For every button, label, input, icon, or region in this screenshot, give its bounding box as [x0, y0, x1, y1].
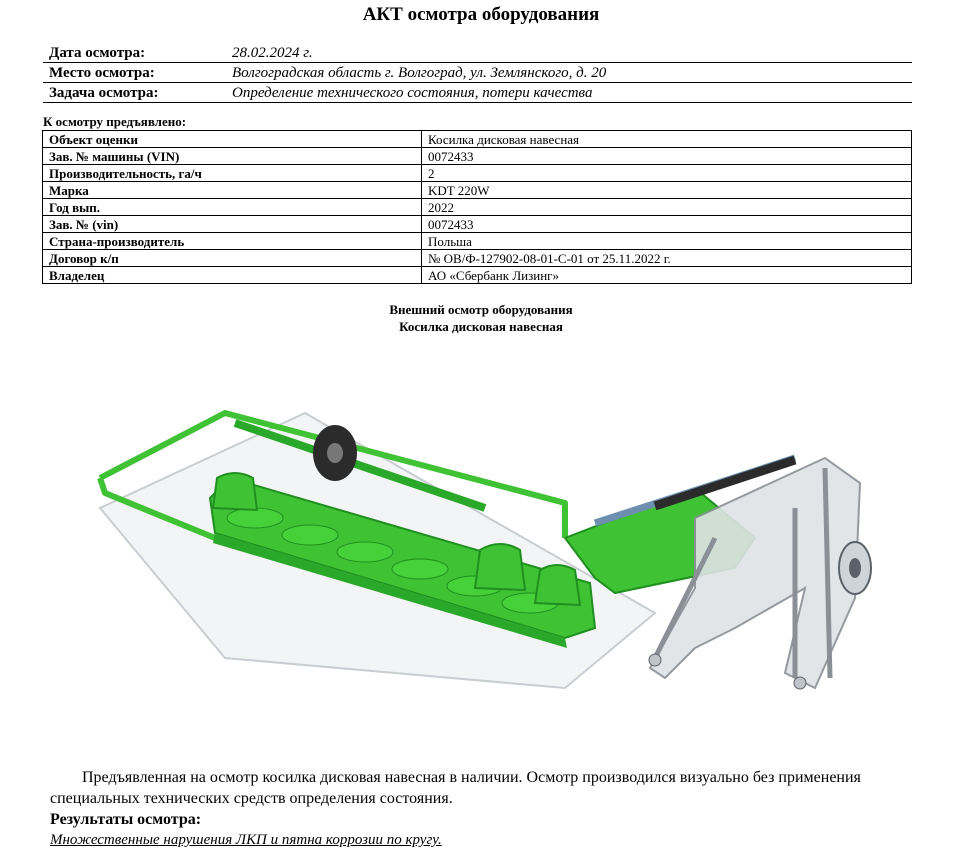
info-row-date — [43, 43, 912, 63]
table-row — [43, 131, 912, 148]
table-value: KDT 220W — [422, 182, 912, 199]
table-row — [43, 216, 912, 233]
table-row — [43, 267, 912, 284]
table-key: Марка — [43, 182, 422, 199]
table-key: Объект оценки — [43, 131, 422, 148]
table-value: Польша — [422, 233, 912, 250]
table-value: 0072433 — [422, 216, 912, 233]
info-row-task — [43, 83, 912, 103]
table-row — [43, 165, 912, 182]
info-label: Дата осмотра: — [49, 45, 146, 61]
info-label: Место осмотра: — [49, 65, 155, 81]
table-key: Год вып. — [43, 199, 422, 216]
results-heading: Результаты осмотра: — [50, 811, 202, 828]
info-value: 28.02.2024 г. — [232, 45, 313, 61]
table-key: Страна-производитель — [43, 233, 422, 250]
info-value: Определение технического состояния, потери качества — [232, 85, 593, 101]
inspection-info — [43, 43, 912, 103]
table-row — [43, 148, 912, 165]
info-label: Задача осмотра: — [49, 85, 159, 101]
object-table — [42, 130, 912, 284]
table-value: Косилка дисковая навесная — [422, 131, 912, 148]
document-title: АКТ осмотра оборудования — [362, 4, 600, 25]
inspection-paragraph: Предъявленная на осмотр косилка дисковая навесная в наличии. Осмотр производился визуально без применения специальных технических средств определения состояния. — [50, 769, 861, 807]
section-title: Внешний осмотр оборудования — [389, 302, 573, 317]
table-value: 2 — [422, 165, 912, 182]
table-row — [43, 182, 912, 199]
mower-illustration — [95, 398, 915, 738]
table-value: АО «Сбербанк Лизинг» — [422, 267, 912, 284]
table-row — [43, 199, 912, 216]
table-key: Зав. № машины (VIN) — [43, 148, 422, 165]
table-key: Договор к/п — [43, 250, 422, 267]
table-row — [43, 233, 912, 250]
table-key: Зав. № (vin) — [43, 216, 422, 233]
presented-heading: К осмотру предъявлено: — [43, 114, 187, 129]
results-text: Множественные нарушения ЛКП и пятна коррозии по кругу. — [50, 832, 442, 848]
table-value: 0072433 — [422, 148, 912, 165]
table-value: 2022 — [422, 199, 912, 216]
table-key: Производительность, га/ч — [43, 165, 422, 182]
table-key: Владелец — [43, 267, 422, 284]
table-value: № ОВ/Ф-127902-08-01-С-01 от 25.11.2022 г. — [422, 250, 912, 267]
table-row — [43, 250, 912, 267]
info-row-place — [43, 63, 912, 83]
section-subtitle: Косилка дисковая навесная — [399, 319, 563, 334]
info-value: Волгоградская область г. Волгоград, ул. Землянского, д. 20 — [232, 65, 607, 81]
